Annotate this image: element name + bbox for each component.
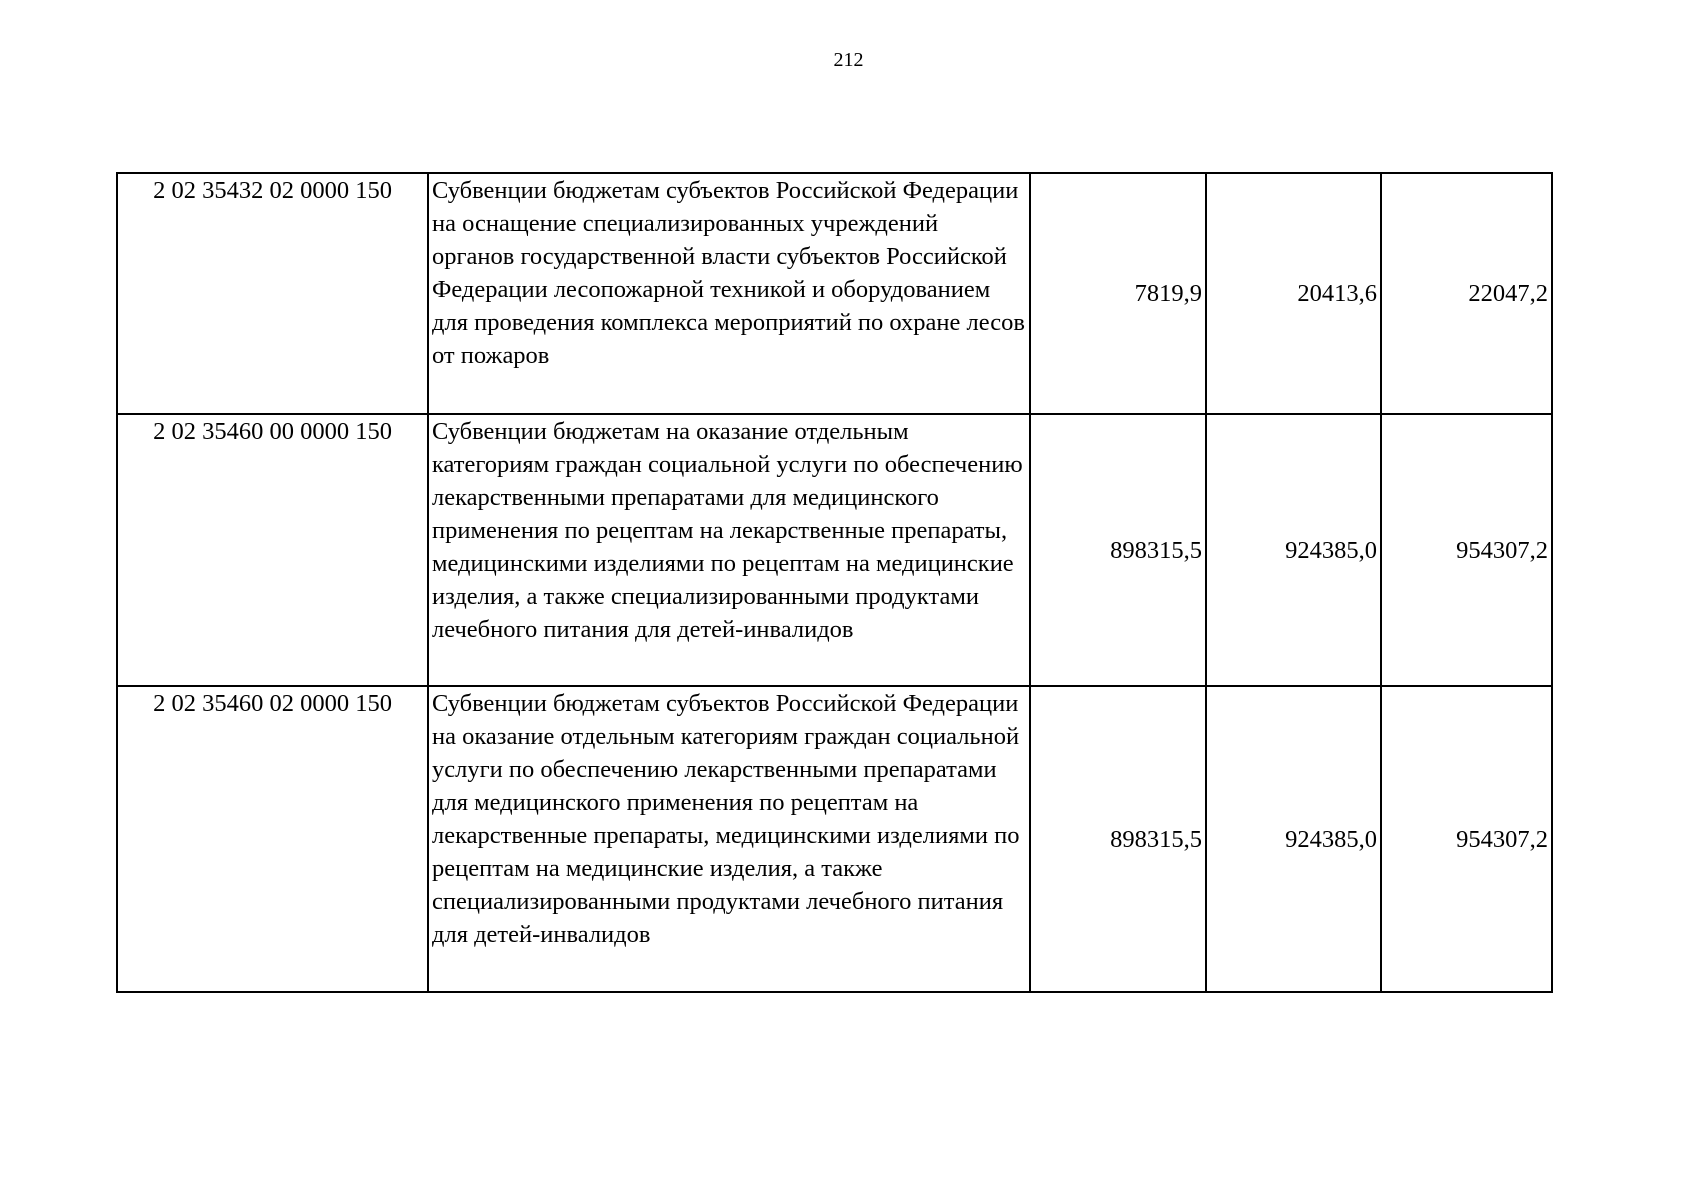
value-cell-3: 954307,2	[1381, 686, 1552, 992]
table-row	[117, 414, 1552, 686]
table-row	[117, 173, 1552, 414]
value-cell-2: 924385,0	[1206, 414, 1381, 686]
value-cell-1: 898315,5	[1030, 414, 1206, 686]
value-cell-3: 22047,2	[1381, 173, 1552, 414]
budget-code-cell: 2 02 35460 00 0000 150	[117, 414, 428, 686]
description-cell: Субвенции бюджетам субъектов Российской Федерации на оснащение специализированных учреждений органов государственной власти субъектов Российской Федерации лесопожарной техникой и оборудованием для проведения комплекса мероприятий по охране лесов от пожаров	[428, 173, 1030, 414]
budget-code-cell: 2 02 35460 02 0000 150	[117, 686, 428, 992]
value-cell-2: 924385,0	[1206, 686, 1381, 992]
table-row	[117, 686, 1552, 992]
page-number: 212	[833, 49, 864, 71]
budget-table	[116, 172, 1553, 993]
value-cell-1: 898315,5	[1030, 686, 1206, 992]
description-cell: Субвенции бюджетам на оказание отдельным категориям граждан социальной услуги по обеспечению лекарственными препаратами для медицинского применения по рецептам на лекарственные препараты, медицинскими изделиями по рецептам на медицинские изделия, а также специализированными продуктами лечебного питания для детей-инвалидов	[428, 414, 1030, 686]
description-cell: Субвенции бюджетам субъектов Российской Федерации на оказание отдельным категориям граждан социальной услуги по обеспечению лекарственными препаратами для медицинского применения по рецептам на лекарственные препараты, медицинскими изделиями по рецептам на медицинские изделия, а также специализированными продуктами лечебного питания для детей-инвалидов	[428, 686, 1030, 992]
value-cell-2: 20413,6	[1206, 173, 1381, 414]
value-cell-3: 954307,2	[1381, 414, 1552, 686]
budget-code-cell: 2 02 35432 02 0000 150	[117, 173, 428, 414]
value-cell-1: 7819,9	[1030, 173, 1206, 414]
